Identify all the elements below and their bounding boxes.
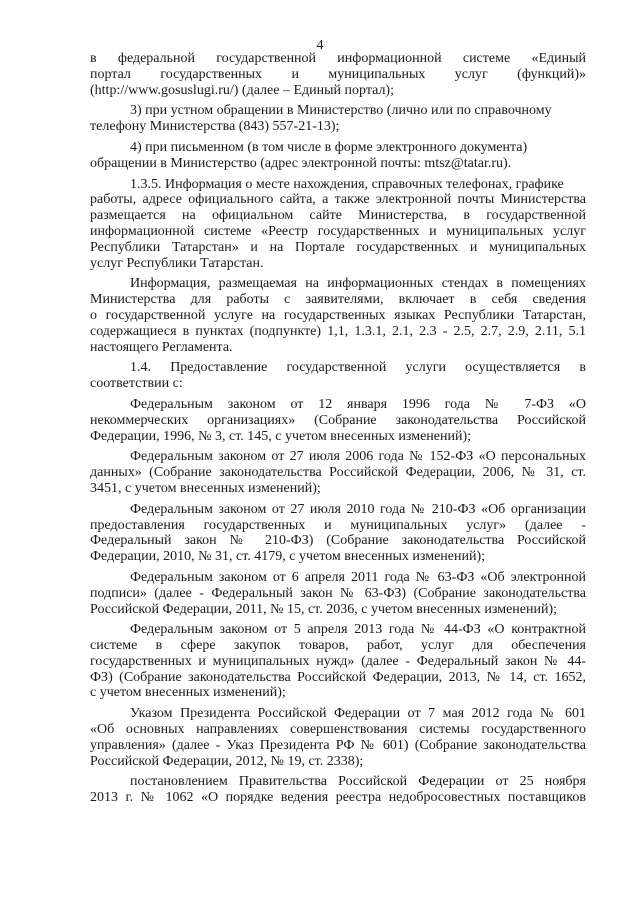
text-line: 3451, с учетом внесенных изменений); bbox=[90, 480, 321, 496]
paragraph bbox=[90, 276, 586, 355]
text-line: Федерации, 1996, № 3, ст. 145, с учетом внесенных изменений); bbox=[90, 428, 472, 444]
paragraph bbox=[90, 103, 586, 135]
text-line: телефону Министерства (843) 557-21-13); bbox=[90, 119, 340, 135]
text-line: Федеральным законом от 12 января 1996 года № 7-ФЗ «О bbox=[130, 396, 586, 412]
text-line: с учетом внесенных изменений); bbox=[90, 685, 286, 701]
paragraph bbox=[90, 706, 586, 769]
paragraph bbox=[90, 502, 586, 565]
text-line: обращении в Министерство (адрес электронной почты: mtsz@tatar.ru). bbox=[90, 155, 512, 171]
paragraph bbox=[90, 140, 586, 172]
text-line: содержащиеся в пунктах (подпункте) 1,1, 1.3.1, 2.1, 2.3 - 2.5, 2.7, 2.9, 2.11, 5.1 bbox=[90, 323, 586, 339]
text-line: данных» (Собрание законодательства Российской Федерации, 2006, № 31, ст. bbox=[90, 465, 586, 481]
text-line: Министерства для работы с заявителями, включает в себя сведения bbox=[90, 292, 586, 308]
text-line: работы, адресе официального сайта, а также электронной почты Министерства bbox=[90, 192, 586, 208]
text-line: 1.3.5. Информация о месте нахождения, справочных телефонах, графике bbox=[130, 176, 564, 192]
text-line: настоящего Регламента. bbox=[90, 339, 233, 355]
text-line: информационной системе «Реестр государственных и муниципальных услуг bbox=[90, 223, 586, 239]
text-line: Федеральный закон № 210-ФЗ) (Собрание законодательства Российской bbox=[90, 533, 586, 549]
text-line: Российской Федерации, 2012, № 19, ст. 2338); bbox=[90, 753, 364, 769]
paragraph bbox=[90, 177, 586, 272]
text-line: Российской Федерации, 2011, № 15, ст. 2036, с учетом внесенных изменений); bbox=[90, 601, 558, 617]
text-line: Республики Татарстан» и на Портале государственных и муниципальных bbox=[90, 239, 586, 255]
text-line: 2013 г. № 1062 «О порядке ведения реестра недобросовестных поставщиков bbox=[90, 790, 586, 806]
text-line: постановлением Правительства Российской Федерации от 25 ноября bbox=[130, 774, 586, 790]
document-body bbox=[90, 51, 586, 806]
text-line: системе в сфере закупок товаров, работ, услуг для обеспечения bbox=[90, 638, 586, 654]
page-number: 4 bbox=[316, 38, 324, 53]
text-line: в федеральной государственной информационной системе «Единый bbox=[90, 51, 586, 66]
text-line: (http://www.gosuslugi.ru/) (далее – Единый портал); bbox=[90, 82, 394, 98]
text-line: Указом Президента Российской Федерации от 7 мая 2012 года № 601 bbox=[130, 706, 586, 722]
paragraph bbox=[90, 360, 586, 392]
text-line: Федеральным законом от 27 июля 2010 года № 210-ФЗ «Об организации bbox=[130, 501, 586, 517]
paragraph bbox=[90, 622, 586, 701]
text-line: 3) при устном обращении в Министерство (лично или по справочному bbox=[130, 103, 552, 119]
paragraph bbox=[90, 449, 586, 496]
paragraph bbox=[90, 397, 586, 444]
text-line: Федеральным законом от 6 апреля 2011 года № 63-ФЗ «Об электронной bbox=[130, 569, 586, 585]
text-line: государственных и муниципальных нужд» (далее - Федеральный закон № 44- bbox=[90, 653, 586, 669]
text-line: Федерации, 2010, № 31, ст. 4179, с учетом внесенных изменений); bbox=[90, 549, 486, 565]
text-line: 4) при письменном (в том числе в форме электронного документа) bbox=[130, 139, 528, 155]
text-line: 1.4. Предоставление государственной услуги осуществляется в bbox=[130, 360, 586, 376]
text-line: услуг Республики Татарстан. bbox=[90, 255, 264, 271]
text-line: ФЗ) (Собрание законодательства Российской Федерации, 2013, № 14, ст. 1652, bbox=[90, 669, 586, 685]
text-line: управления» (далее - Указ Президента РФ № 601) (Собрание законодательства bbox=[90, 737, 586, 753]
text-line: Федеральным законом от 5 апреля 2013 года № 44-ФЗ «О контрактной bbox=[130, 622, 586, 638]
text-line: некоммерческих организациях» (Собрание законодательства Российской bbox=[90, 412, 586, 428]
text-line: соответствии с: bbox=[90, 376, 183, 392]
text-line: о государственной услуге на государственных языках Республики Татарстан, bbox=[90, 307, 586, 323]
text-line: Федеральным законом от 27 июля 2006 года № 152-ФЗ «О персональных bbox=[130, 449, 586, 465]
paragraph bbox=[90, 51, 586, 98]
text-line: Информация, размещаемая на информационных стендах в помещениях bbox=[130, 276, 586, 292]
text-line: портал государственных и муниципальных услуг (функций)» bbox=[90, 66, 586, 82]
paragraph bbox=[90, 774, 586, 806]
text-line: «Об основных направлениях совершенствования системы государственного bbox=[90, 722, 586, 738]
paragraph bbox=[90, 570, 586, 617]
text-line: подписи» (далее - Федеральный закон № 63-ФЗ) (Собрание законодательства bbox=[90, 585, 586, 601]
text-line: предоставления государственных и муниципальных услуг» (далее - bbox=[90, 517, 586, 533]
text-line: размещается на официальном сайте Министерства, в государственной bbox=[90, 208, 586, 224]
